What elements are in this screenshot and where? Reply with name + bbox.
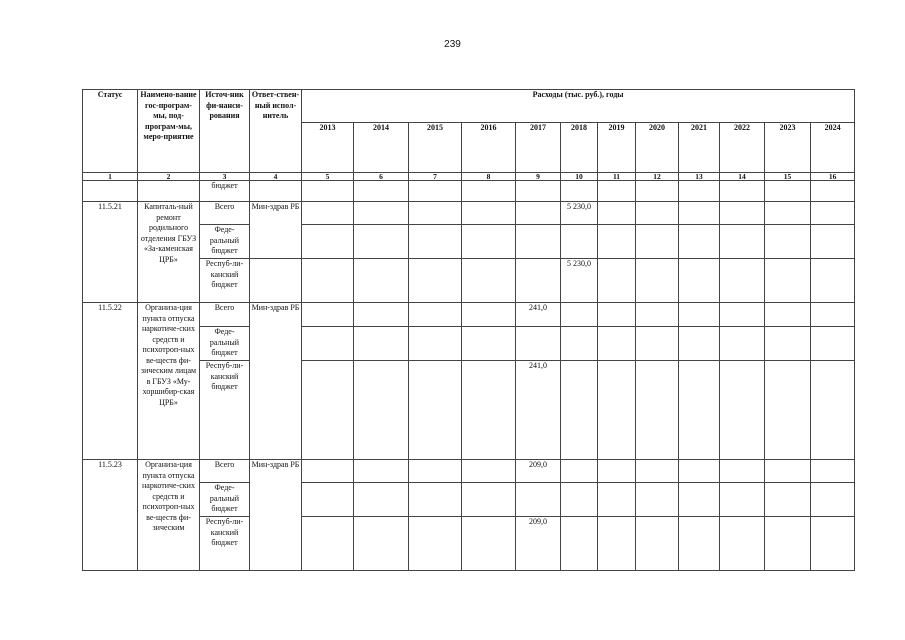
column-number: 3 bbox=[200, 173, 250, 181]
cell bbox=[679, 303, 720, 327]
cell bbox=[354, 303, 409, 327]
budget-table bbox=[82, 89, 855, 571]
cell bbox=[250, 259, 302, 303]
cell bbox=[561, 483, 598, 517]
cell bbox=[720, 225, 765, 259]
name-cell: Капиталь-ный ремонт родильного отделения ГБУЗ «За-каменская ЦРБ» bbox=[138, 202, 200, 303]
header-name: Наимено-вание гос-програм-мы, под-програм-мы, меро-приятие bbox=[138, 90, 200, 173]
cell bbox=[409, 225, 462, 259]
cell bbox=[302, 460, 354, 483]
cell bbox=[462, 483, 516, 517]
value-cell: 209,0 bbox=[516, 460, 561, 483]
cell bbox=[811, 517, 855, 571]
header-year: 2013 bbox=[302, 123, 354, 173]
executor-cell: Мин-здрав РБ bbox=[250, 303, 302, 460]
cell bbox=[302, 483, 354, 517]
header-source: Источ-ник фи-нанси-рования bbox=[200, 90, 250, 173]
cell bbox=[765, 181, 811, 202]
cell bbox=[720, 517, 765, 571]
cell bbox=[720, 202, 765, 225]
cell bbox=[354, 460, 409, 483]
status-cell: 11.5.22 bbox=[83, 303, 138, 460]
column-number: 9 bbox=[516, 173, 561, 181]
cell bbox=[636, 517, 679, 571]
cell bbox=[811, 225, 855, 259]
column-numbers-row bbox=[83, 173, 855, 181]
cell bbox=[811, 259, 855, 303]
cell bbox=[720, 303, 765, 327]
cell bbox=[598, 303, 636, 327]
column-number: 11 bbox=[598, 173, 636, 181]
source-cell: Всего bbox=[200, 202, 250, 225]
cell bbox=[598, 460, 636, 483]
source-cell: бюджет bbox=[200, 181, 250, 202]
cell bbox=[598, 517, 636, 571]
cell bbox=[409, 259, 462, 303]
cell bbox=[354, 225, 409, 259]
cell bbox=[720, 259, 765, 303]
cell bbox=[598, 483, 636, 517]
table-row bbox=[83, 181, 855, 202]
cell bbox=[636, 202, 679, 225]
cell bbox=[354, 361, 409, 460]
cell bbox=[679, 181, 720, 202]
cell bbox=[811, 460, 855, 483]
column-number: 10 bbox=[561, 173, 598, 181]
status-cell: 11.5.21 bbox=[83, 202, 138, 303]
cell bbox=[462, 517, 516, 571]
header-year: 2024 bbox=[811, 123, 855, 173]
cell bbox=[720, 460, 765, 483]
cell bbox=[679, 460, 720, 483]
header-executor: Ответ-ствен-ный испол-нитель bbox=[250, 90, 302, 173]
cell bbox=[462, 327, 516, 361]
header-year: 2015 bbox=[409, 123, 462, 173]
cell bbox=[679, 225, 720, 259]
cell bbox=[302, 327, 354, 361]
column-number: 1 bbox=[83, 173, 138, 181]
cell bbox=[598, 361, 636, 460]
cell bbox=[811, 327, 855, 361]
cell bbox=[720, 361, 765, 460]
header-expenses: Расходы (тыс. руб.), годы bbox=[302, 90, 855, 123]
cell bbox=[409, 202, 462, 225]
cell bbox=[811, 361, 855, 460]
column-number: 14 bbox=[720, 173, 765, 181]
cell bbox=[462, 259, 516, 303]
cell bbox=[354, 517, 409, 571]
cell bbox=[598, 259, 636, 303]
cell bbox=[811, 303, 855, 327]
header-year: 2019 bbox=[598, 123, 636, 173]
cell bbox=[354, 483, 409, 517]
cell bbox=[561, 460, 598, 483]
cell bbox=[409, 483, 462, 517]
cell bbox=[679, 327, 720, 361]
source-cell: Респуб-ли-канский бюджет bbox=[200, 361, 250, 460]
cell bbox=[765, 517, 811, 571]
value-cell: 5 230,0 bbox=[561, 202, 598, 225]
value-cell: 241,0 bbox=[516, 303, 561, 327]
cell bbox=[516, 202, 561, 225]
cell bbox=[462, 361, 516, 460]
cell bbox=[302, 202, 354, 225]
column-number: 16 bbox=[811, 173, 855, 181]
cell bbox=[302, 517, 354, 571]
cell bbox=[409, 361, 462, 460]
column-number: 6 bbox=[354, 173, 409, 181]
source-cell: Респуб-ли-канский бюджет bbox=[200, 259, 250, 303]
cell bbox=[516, 181, 561, 202]
value-cell: 5 230,0 bbox=[561, 259, 598, 303]
header-status: Статус bbox=[83, 90, 138, 173]
column-number: 12 bbox=[636, 173, 679, 181]
cell bbox=[302, 225, 354, 259]
cell bbox=[302, 181, 354, 202]
column-number: 8 bbox=[462, 173, 516, 181]
cell bbox=[250, 181, 302, 202]
cell bbox=[516, 259, 561, 303]
cell bbox=[765, 202, 811, 225]
source-cell: Феде-ральный бюджет bbox=[200, 327, 250, 361]
cell bbox=[561, 517, 598, 571]
source-cell: Респуб-ли-канский бюджет bbox=[200, 517, 250, 571]
cell bbox=[636, 327, 679, 361]
cell bbox=[636, 181, 679, 202]
cell bbox=[720, 181, 765, 202]
column-number: 2 bbox=[138, 173, 200, 181]
cell bbox=[354, 259, 409, 303]
table-row bbox=[83, 303, 855, 327]
status-cell: 11.5.23 bbox=[83, 460, 138, 571]
column-number: 13 bbox=[679, 173, 720, 181]
cell bbox=[679, 483, 720, 517]
source-cell: Всего bbox=[200, 303, 250, 327]
name-cell: Организа-ция пункта отпуска наркотиче-ских средств и психотроп-ных ве-ществ фи-зическим bbox=[138, 460, 200, 571]
cell bbox=[765, 361, 811, 460]
executor-cell: Мин-здрав РБ bbox=[250, 202, 302, 259]
header-year: 2023 bbox=[765, 123, 811, 173]
cell bbox=[765, 225, 811, 259]
cell bbox=[354, 327, 409, 361]
cell bbox=[811, 181, 855, 202]
cell bbox=[409, 327, 462, 361]
cell bbox=[302, 303, 354, 327]
cell bbox=[598, 181, 636, 202]
table-row bbox=[83, 460, 855, 483]
column-number: 7 bbox=[409, 173, 462, 181]
cell bbox=[636, 483, 679, 517]
cell bbox=[462, 202, 516, 225]
cell bbox=[409, 517, 462, 571]
cell bbox=[765, 327, 811, 361]
cell bbox=[765, 483, 811, 517]
cell bbox=[636, 460, 679, 483]
cell bbox=[720, 327, 765, 361]
cell bbox=[598, 327, 636, 361]
source-cell: Всего bbox=[200, 460, 250, 483]
cell bbox=[462, 303, 516, 327]
cell bbox=[462, 460, 516, 483]
cell bbox=[636, 303, 679, 327]
cell bbox=[409, 460, 462, 483]
column-number: 5 bbox=[302, 173, 354, 181]
page-number: 239 bbox=[444, 39, 461, 50]
column-number: 15 bbox=[765, 173, 811, 181]
cell bbox=[462, 181, 516, 202]
cell bbox=[765, 460, 811, 483]
header-year: 2022 bbox=[720, 123, 765, 173]
table-row bbox=[83, 202, 855, 225]
header-year: 2014 bbox=[354, 123, 409, 173]
cell bbox=[302, 259, 354, 303]
cell bbox=[516, 327, 561, 361]
header-year: 2018 bbox=[561, 123, 598, 173]
cell bbox=[409, 303, 462, 327]
cell bbox=[636, 225, 679, 259]
source-cell: Феде-ральный бюджет bbox=[200, 225, 250, 259]
cell bbox=[598, 225, 636, 259]
cell bbox=[561, 303, 598, 327]
header-year: 2017 bbox=[516, 123, 561, 173]
cell bbox=[636, 259, 679, 303]
cell bbox=[765, 303, 811, 327]
cell bbox=[679, 202, 720, 225]
cell bbox=[679, 517, 720, 571]
value-cell: 209,0 bbox=[516, 517, 561, 571]
cell bbox=[462, 225, 516, 259]
cell bbox=[516, 483, 561, 517]
cell bbox=[354, 181, 409, 202]
cell bbox=[302, 361, 354, 460]
header-year: 2021 bbox=[679, 123, 720, 173]
cell bbox=[409, 181, 462, 202]
cell bbox=[636, 361, 679, 460]
cell bbox=[83, 181, 138, 202]
cell bbox=[720, 483, 765, 517]
cell bbox=[516, 225, 561, 259]
cell bbox=[354, 202, 409, 225]
cell bbox=[561, 327, 598, 361]
column-number: 4 bbox=[250, 173, 302, 181]
cell bbox=[561, 225, 598, 259]
cell bbox=[811, 483, 855, 517]
header-year: 2016 bbox=[462, 123, 516, 173]
source-cell: Феде-ральный бюджет bbox=[200, 483, 250, 517]
header-year: 2020 bbox=[636, 123, 679, 173]
cell bbox=[561, 361, 598, 460]
executor-cell: Мин-здрав РБ bbox=[250, 460, 302, 571]
cell bbox=[598, 202, 636, 225]
name-cell: Организа-ция пункта отпуска наркотиче-ских средств и психотроп-ных ве-ществ фи-зическим лицам в ГБУЗ «Му-хоршибир-ская ЦРБ» bbox=[138, 303, 200, 460]
cell bbox=[138, 181, 200, 202]
cell bbox=[679, 259, 720, 303]
value-cell: 241,0 bbox=[516, 361, 561, 460]
cell bbox=[561, 181, 598, 202]
cell bbox=[765, 259, 811, 303]
cell bbox=[679, 361, 720, 460]
cell bbox=[811, 202, 855, 225]
